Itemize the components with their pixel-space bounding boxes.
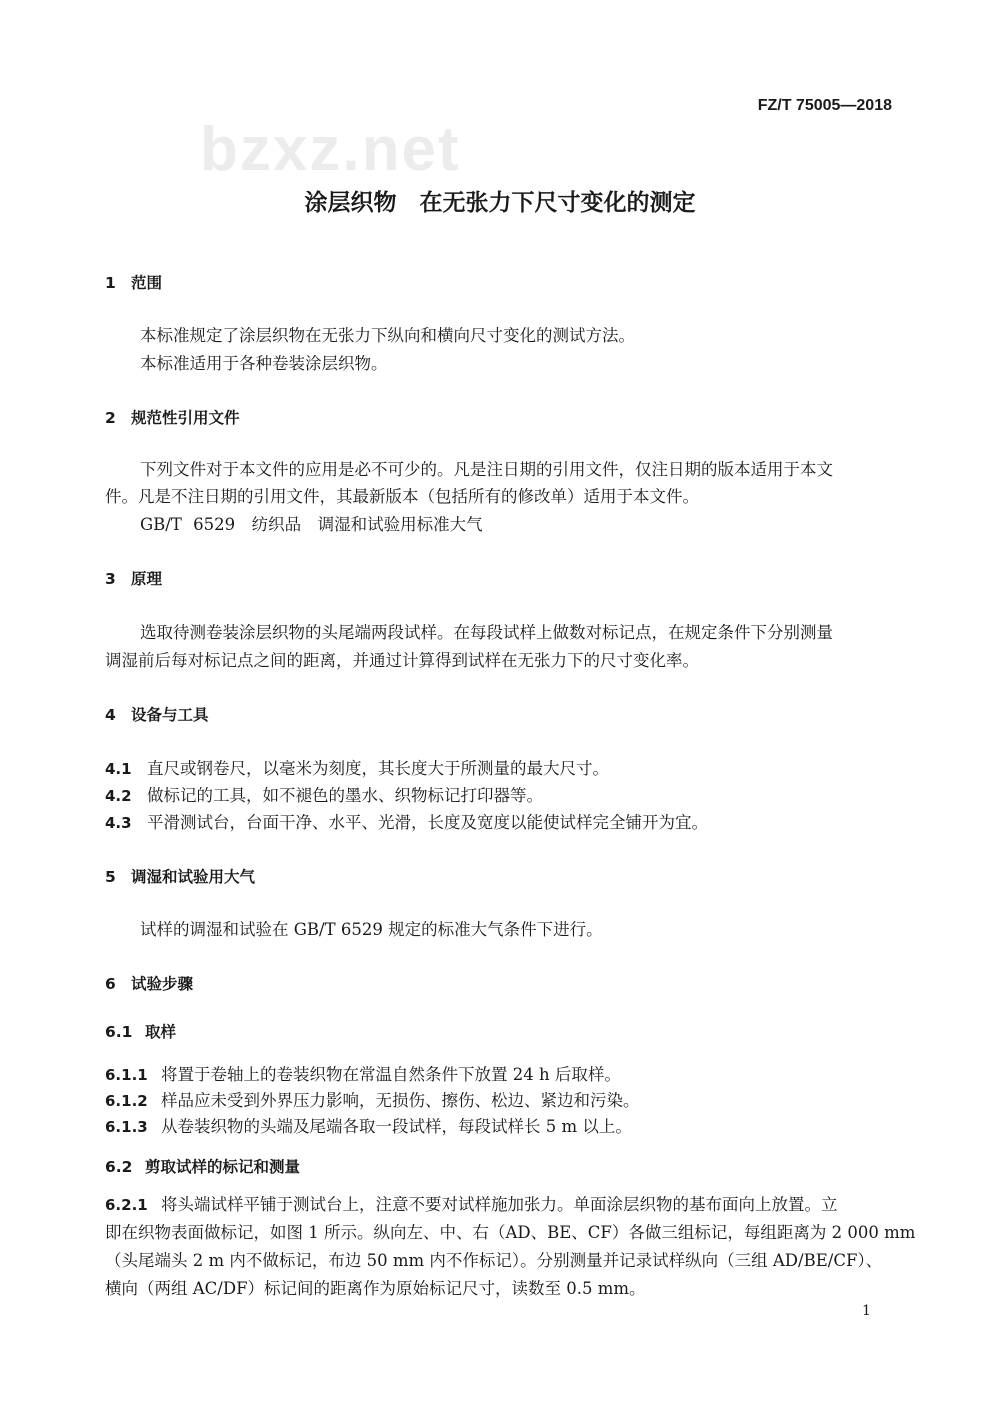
page-number: 1 [862,1303,871,1319]
clause-6-1-3: 6.1.3 从卷装织物的头端及尾端各取一段试样，每段试样长 5 m 以上。 [105,1117,632,1136]
paragraph: 即在织物表面做标记，如图 1 所示。纵向左、中、右（AD、BE、CF）各做三组标记，每组距离为 2 000 mm [105,1223,916,1242]
paragraph: 调湿前后每对标记点之间的距离，并通过计算得到试样在无张力下的尺寸变化率。 [105,651,699,670]
standard-number: FZ/T 75005—2018 [757,97,892,114]
section-4-heading: 4 设备与工具 [105,706,209,724]
watermark: bzxz.net [200,115,461,184]
section-1-heading: 1 范围 [105,274,163,292]
paragraph: 下列文件对于本文件的应用是必不可少的。凡是注日期的引用文件，仅注日期的版本适用于本文 [140,460,833,479]
section-3-heading: 3 原理 [105,570,163,588]
paragraph: 横向（两组 AC/DF）标记间的距离作为原始标记尺寸，读数至 0.5 mm。 [105,1279,646,1298]
paragraph: （头尾端头 2 m 内不做标记，布边 50 mm 内不作标记）。分别测量并记录试样纵向（三组 AD/BE/CF）、 [105,1251,883,1270]
section-6-2-heading: 6.2 剪取试样的标记和测量 [105,1158,301,1176]
paragraph: 试样的调湿和试验在 GB/T 6529 规定的标准大气条件下进行。 [140,920,603,939]
clause-6-1-1: 6.1.1 将置于卷轴上的卷装织物在常温自然条件下放置 24 h 后取样。 [105,1065,621,1084]
clause-4-2: 4.2 做标记的工具，如不褪色的墨水、织物标记打印器等。 [105,786,543,805]
paragraph: 本标准适用于各种卷装涂层织物。 [140,354,388,373]
paragraph: 本标准规定了涂层织物在无张力下纵向和横向尺寸变化的测试方法。 [140,326,635,345]
paragraph: 选取待测卷装涂层织物的头尾端两段试样。在每段试样上做数对标记点，在规定条件下分别测量 [140,623,833,642]
clause-4-3: 4.3 平滑测试台，台面干净、水平、光滑，长度及宽度以能使试样完全铺开为宜。 [105,813,708,832]
section-2-heading: 2 规范性引用文件 [105,409,240,427]
clause-6-1-2: 6.1.2 样品应未受到外界压力影响，无损伤、擦伤、松边、紧边和污染。 [105,1091,640,1110]
paragraph: 件。凡是不注日期的引用文件，其最新版本（包括所有的修改单）适用于本文件。 [105,487,699,506]
reference: GB/T 6529 纺织品 调湿和试验用标准大气 [140,515,483,534]
clause-4-1: 4.1 直尺或钢卷尺，以毫米为刻度，其长度大于所测量的最大尺寸。 [105,759,609,778]
clause-6-2-1: 6.2.1 将头端试样平铺于测试台上，注意不要对试样施加张力。单面涂层织物的基布面向上放置。立 [105,1195,838,1214]
document-title: 涂层织物 在无张力下尺寸变化的测定 [304,190,696,216]
section-6-heading: 6 试验步骤 [105,975,194,993]
section-5-heading: 5 调湿和试验用大气 [105,868,256,886]
section-6-1-heading: 6.1 取样 [105,1023,177,1041]
